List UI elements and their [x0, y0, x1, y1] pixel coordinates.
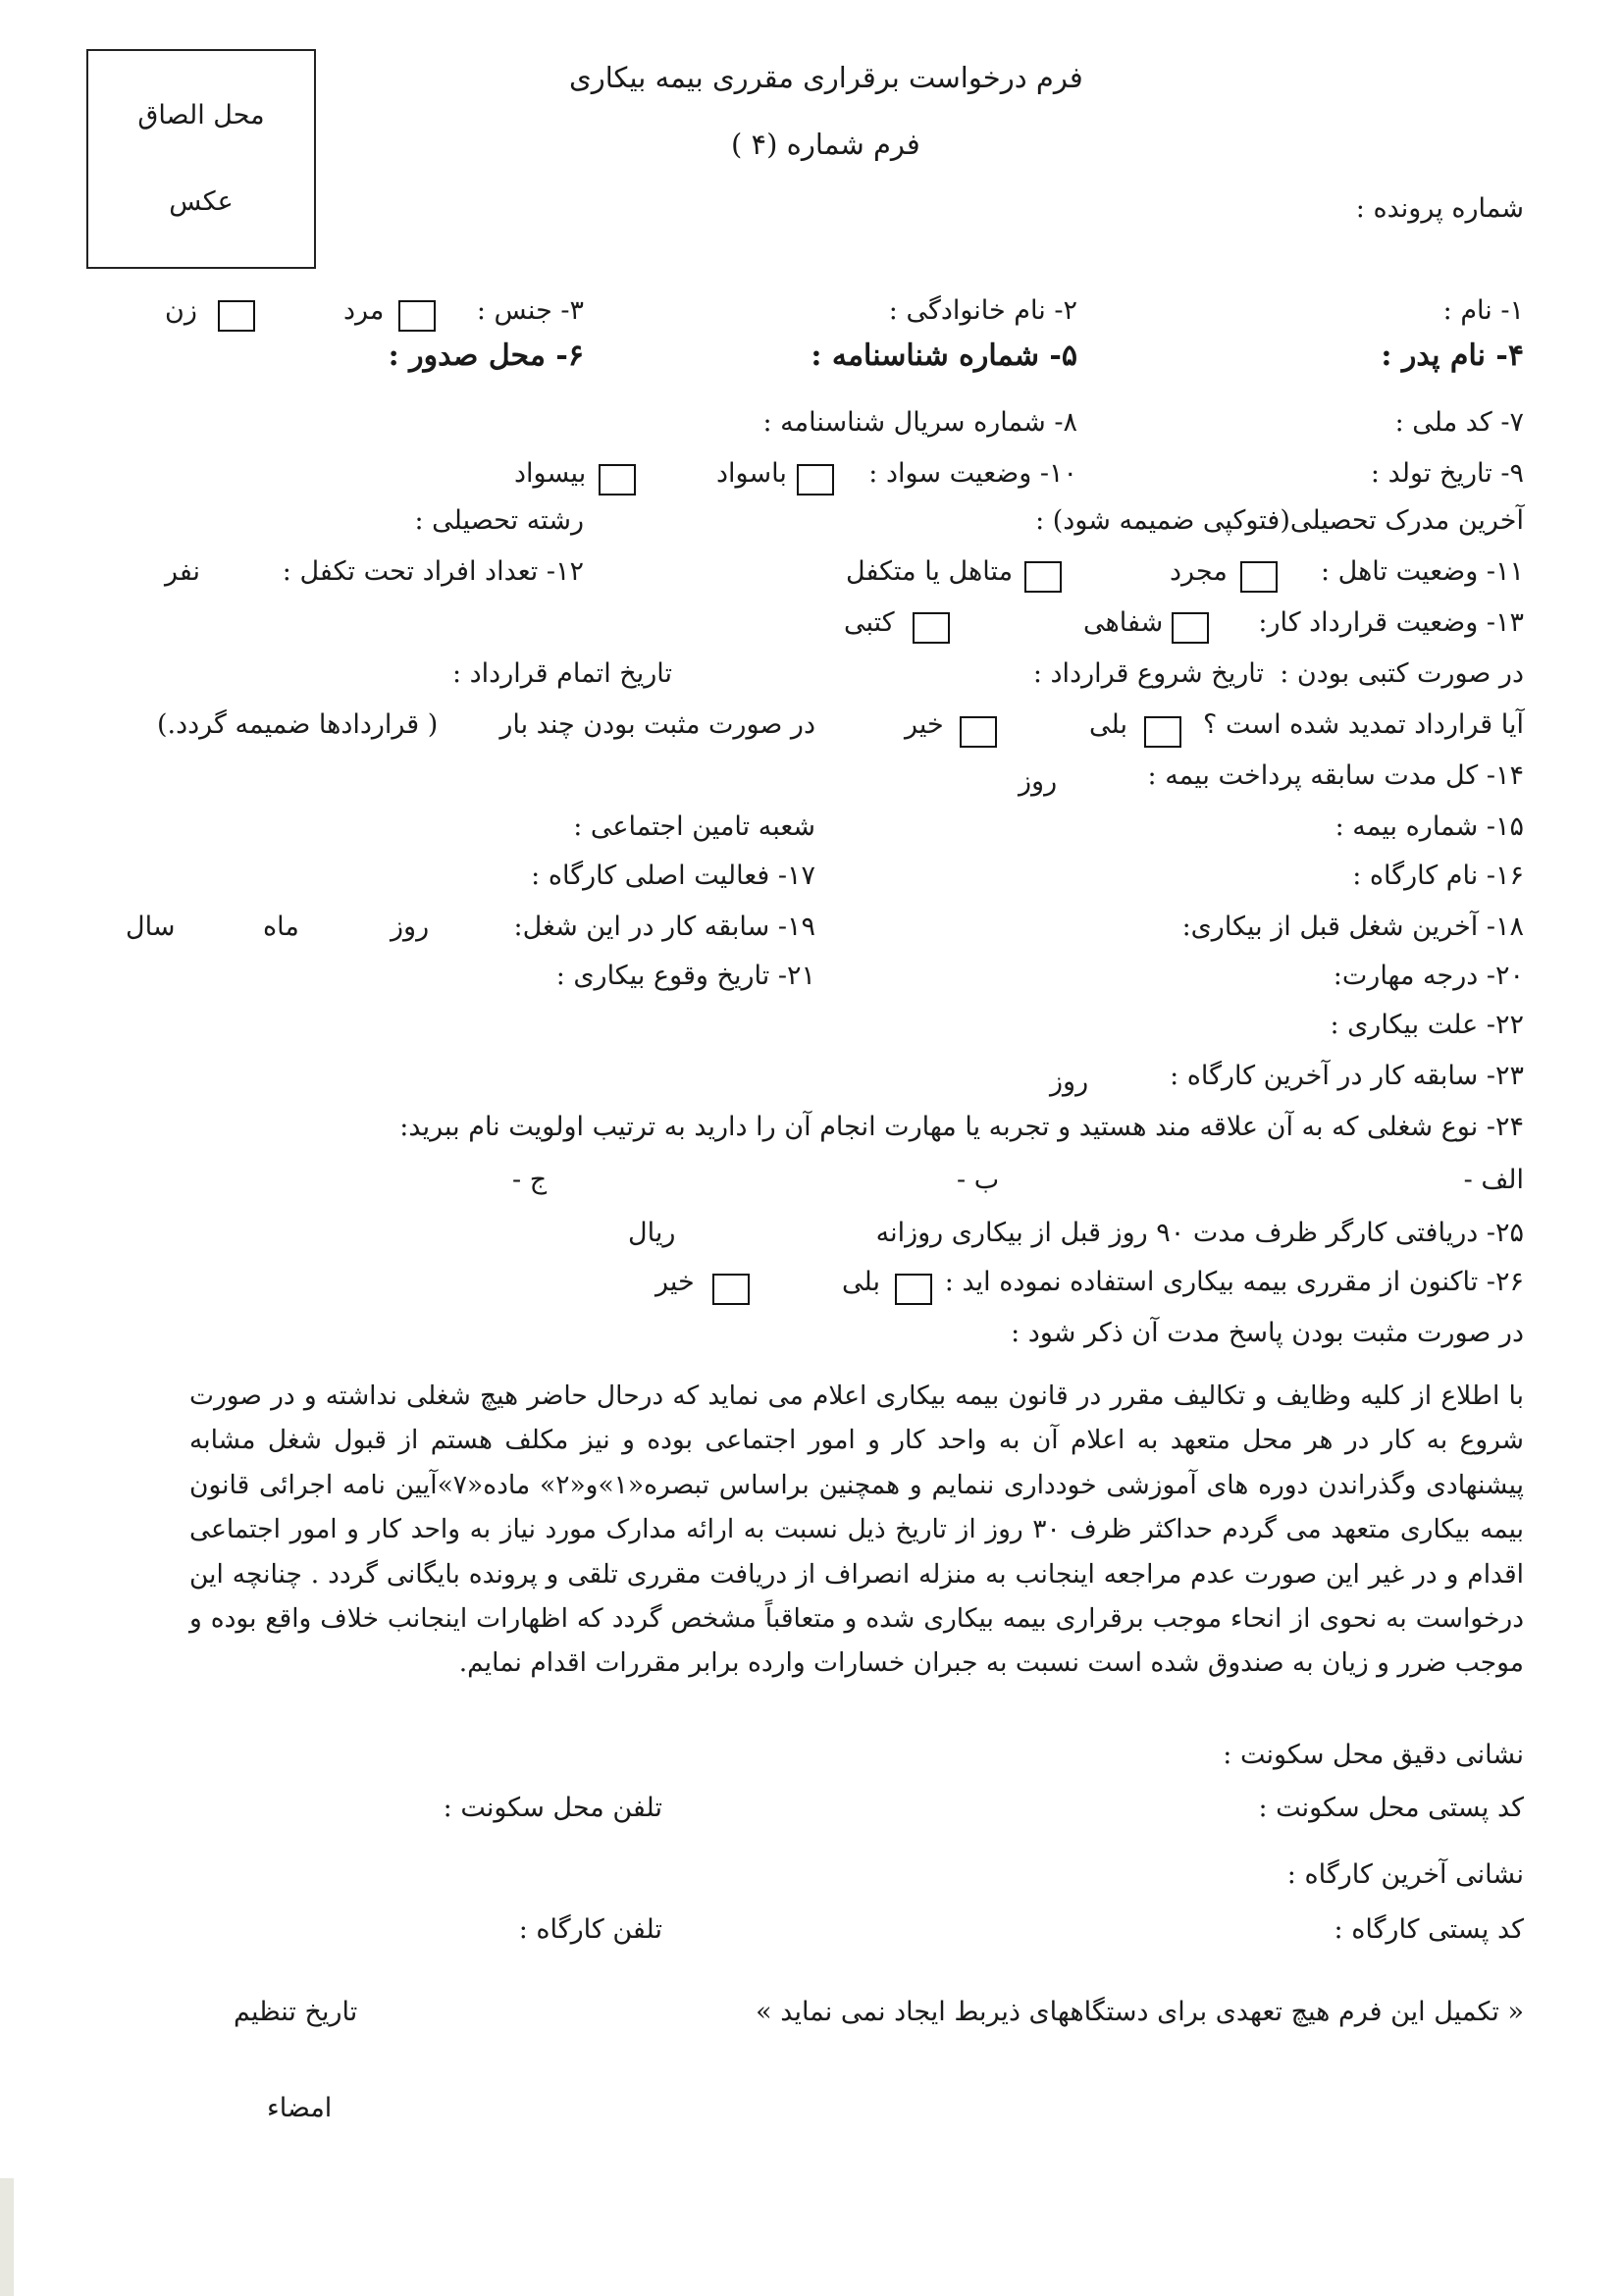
- family-name-label: ۲- نام خانوادگی :: [888, 295, 1077, 326]
- contracts-attached-note: ( قراردادها ضمیمه گردد.): [157, 709, 439, 740]
- workshop-activity-label: ۱۷- فعالیت اصلی کارگاه :: [531, 861, 815, 891]
- photo-label-attach: محل الصاق: [137, 100, 265, 130]
- persons-unit: نفر: [165, 556, 201, 587]
- insurance-number-label: ۱۵- شماره بیمه :: [1334, 811, 1524, 842]
- preferred-job-a-label: الف -: [1463, 1165, 1524, 1195]
- file-number-label: شماره پرونده :: [1355, 193, 1524, 224]
- disclaimer-note: « تکمیل این فرم هیچ تعهدی برای دستگاههای ذیربط ایجاد نمی نماید »: [756, 1997, 1524, 2027]
- insurance-history-day-unit: روز: [1019, 766, 1058, 797]
- last-degree-label: آخرین مدرک تحصیلی(فتوکپی ضمیمه شود) :: [1035, 505, 1524, 536]
- photo-placeholder: [86, 49, 316, 269]
- contract-extended-label: آیا قرارداد تمدید شده است ؟: [1203, 709, 1524, 740]
- marital-status-label: ۱۱- وضعیت تاهل :: [1320, 556, 1524, 587]
- national-code-label: ۷- کد ملی :: [1394, 407, 1524, 438]
- birth-cert-number-label: ۵- شماره شناسنامه :: [811, 339, 1077, 373]
- rial-unit: ریال: [628, 1218, 676, 1248]
- prior-benefit-no-checkbox[interactable]: [712, 1274, 750, 1305]
- unemployment-date-label: ۲۱- تاریخ وقوع بیکاری :: [555, 961, 815, 991]
- social-security-branch-label: شعبه تامین اجتماعی :: [573, 811, 815, 842]
- literate-label: باسواد: [716, 458, 787, 489]
- last-workshop-experience-label: ۲۳- سابقه کار در آخرین کارگاه :: [1170, 1061, 1524, 1091]
- skill-level-label: ۲۰- درجه مهارت:: [1333, 961, 1524, 991]
- last-job-label: ۱۸- آخرین شغل قبل از بیکاری:: [1181, 912, 1524, 942]
- home-postal-code-label: کد پستی محل سکونت :: [1258, 1793, 1524, 1823]
- illiterate-label: بیسواد: [514, 458, 587, 489]
- signature-label: امضاء: [267, 2093, 333, 2123]
- date-prepared-label: تاریخ تنظیم: [234, 1997, 358, 2027]
- gender-label: ۳- جنس :: [476, 295, 584, 326]
- workshop-phone-label: تلفن کارگاه :: [518, 1914, 662, 1945]
- unemployment-reason-label: ۲۲- علت بیکاری :: [1330, 1010, 1524, 1040]
- scan-edge-strip: [0, 2178, 14, 2296]
- last-workshop-address-label: نشانی آخرین کارگاه :: [1286, 1859, 1524, 1890]
- declaration-paragraph: با اطلاع از کلیه وظایف و تکالیف مقرر در قانون بیمه بیکاری اعلام می نماید که درحال حاضر هیچ شغلی نداشته و در صورت شروع به کار در هر محل متعهد به اعلام آن به واحد کار و امور اجتماعی بوده و نیز مکلف هستم از قبول شغل مشابه پیشنهادی وگذراندن دوره های آموزشی خودداری ننمایم و همچنین براساس تبصره«۱»و«۲» ماده«۷»آیین نامه اجرائی قانون بیمه بیکاری متعهد می گردم حداکثر ظرف ۳۰ روز از تاریخ ذیل نسبت به ارائه مدارک مورد نیاز به واحد کار و امور اجتماعی اقدام و در غیر این صورت عدم مراجعه اینجانب به منزله انصراف از دریافت مقرری تلقی و پرونده بایگانی گردد . چنانچه این درخواست به نحوی از انحاء موجب برقراری بیمه بیکاری شده و متعاقباً مشخص گردد که اظهارات اینجانب خلاف واقع بوده و موجب ضرر و زیان به صندوق شده است نسبت به جبران خسارات وارده برابر مقررات اقدام نمایم.: [189, 1381, 1524, 1679]
- male-label: مرد: [343, 295, 385, 326]
- insurance-history-label: ۱۴- کل مدت سابقه پرداخت بیمه :: [1147, 760, 1524, 791]
- female-checkbox[interactable]: [218, 300, 255, 332]
- married-label: متاهل یا متکفل: [846, 556, 1014, 587]
- father-name-label: ۴- نام پدر :: [1381, 339, 1524, 373]
- experience-year-unit: سال: [126, 912, 176, 942]
- name-label: ۱- نام :: [1442, 295, 1524, 326]
- if-written-label: در صورت کتبی بودن :: [1280, 658, 1524, 689]
- extension-count-label: در صورت مثبت بودن چند بار: [499, 709, 815, 740]
- literate-checkbox[interactable]: [797, 464, 834, 496]
- contract-status-label: ۱۳- وضعیت قرارداد کار:: [1258, 607, 1524, 638]
- experience-day-unit: روز: [391, 912, 430, 942]
- male-checkbox[interactable]: [398, 300, 436, 332]
- field-of-study-label: رشته تحصیلی :: [414, 505, 584, 536]
- last-workshop-day-unit: روز: [1050, 1067, 1089, 1097]
- preferred-job-b-label: ب -: [957, 1165, 1000, 1195]
- prior-benefit-yes-checkbox[interactable]: [895, 1274, 932, 1305]
- literacy-label: ۱۰- وضعیت سواد :: [868, 458, 1077, 489]
- female-label: زن: [165, 295, 197, 326]
- contract-start-label: تاریخ شروع قرارداد :: [1032, 658, 1264, 689]
- form-number: فرم شماره (۴ ): [731, 128, 920, 161]
- home-phone-label: تلفن محل سکونت :: [443, 1793, 662, 1823]
- extended-yes-label: بلی: [1089, 709, 1127, 740]
- prior-benefit-duration-label: در صورت مثبت بودن پاسخ مدت آن ذکر شود :: [1011, 1318, 1524, 1348]
- prior-benefit-no-label: خیر: [655, 1267, 695, 1297]
- issue-place-label: ۶- محل صدور :: [388, 339, 584, 373]
- extended-yes-checkbox[interactable]: [1144, 716, 1181, 748]
- illiterate-checkbox[interactable]: [599, 464, 636, 496]
- preferred-jobs-label: ۲۴- نوع شغلی که به آن علاقه مند هستید و تجربه یا مهارت انجام آن را دارید به ترتیب اولویت نام ببرید:: [399, 1112, 1524, 1142]
- prior-benefit-label: ۲۶- تاکنون از مقرری بیمه بیکاری استفاده نموده اید :: [944, 1267, 1524, 1297]
- married-checkbox[interactable]: [1024, 561, 1062, 593]
- daily-wage-label: ۲۵- دریافتی کارگر ظرف مدت ۹۰ روز قبل از بیکاری روزانه: [875, 1218, 1524, 1248]
- preferred-job-c-label: ج -: [512, 1165, 548, 1195]
- oral-contract-label: شفاهی: [1083, 607, 1164, 638]
- birth-date-label: ۹- تاریخ تولد :: [1370, 458, 1524, 489]
- extended-no-checkbox[interactable]: [960, 716, 997, 748]
- written-contract-label: کتبی: [844, 607, 895, 638]
- workshop-name-label: ۱۶- نام کارگاه :: [1352, 861, 1524, 891]
- birth-cert-serial-label: ۸- شماره سریال شناسنامه :: [762, 407, 1077, 438]
- photo-label-photo: عکس: [169, 186, 234, 217]
- contract-end-label: تاریخ اتمام قرارداد :: [451, 658, 672, 689]
- single-label: مجرد: [1170, 556, 1228, 587]
- prior-benefit-yes-label: بلی: [842, 1267, 880, 1297]
- dependents-label: ۱۲- تعداد افراد تحت تکفل :: [282, 556, 584, 587]
- single-checkbox[interactable]: [1240, 561, 1278, 593]
- extended-no-label: خیر: [905, 709, 944, 740]
- job-experience-label: ۱۹- سابقه کار در این شغل:: [513, 912, 815, 942]
- experience-month-unit: ماه: [263, 912, 299, 942]
- form-title: فرم درخواست برقراری مقرری بیمه بیکاری: [569, 61, 1083, 94]
- oral-contract-checkbox[interactable]: [1172, 612, 1209, 644]
- written-contract-checkbox[interactable]: [913, 612, 950, 644]
- home-address-label: نشانی دقیق محل سکونت :: [1223, 1740, 1524, 1770]
- workshop-postal-code-label: کد پستی کارگاه :: [1334, 1914, 1524, 1945]
